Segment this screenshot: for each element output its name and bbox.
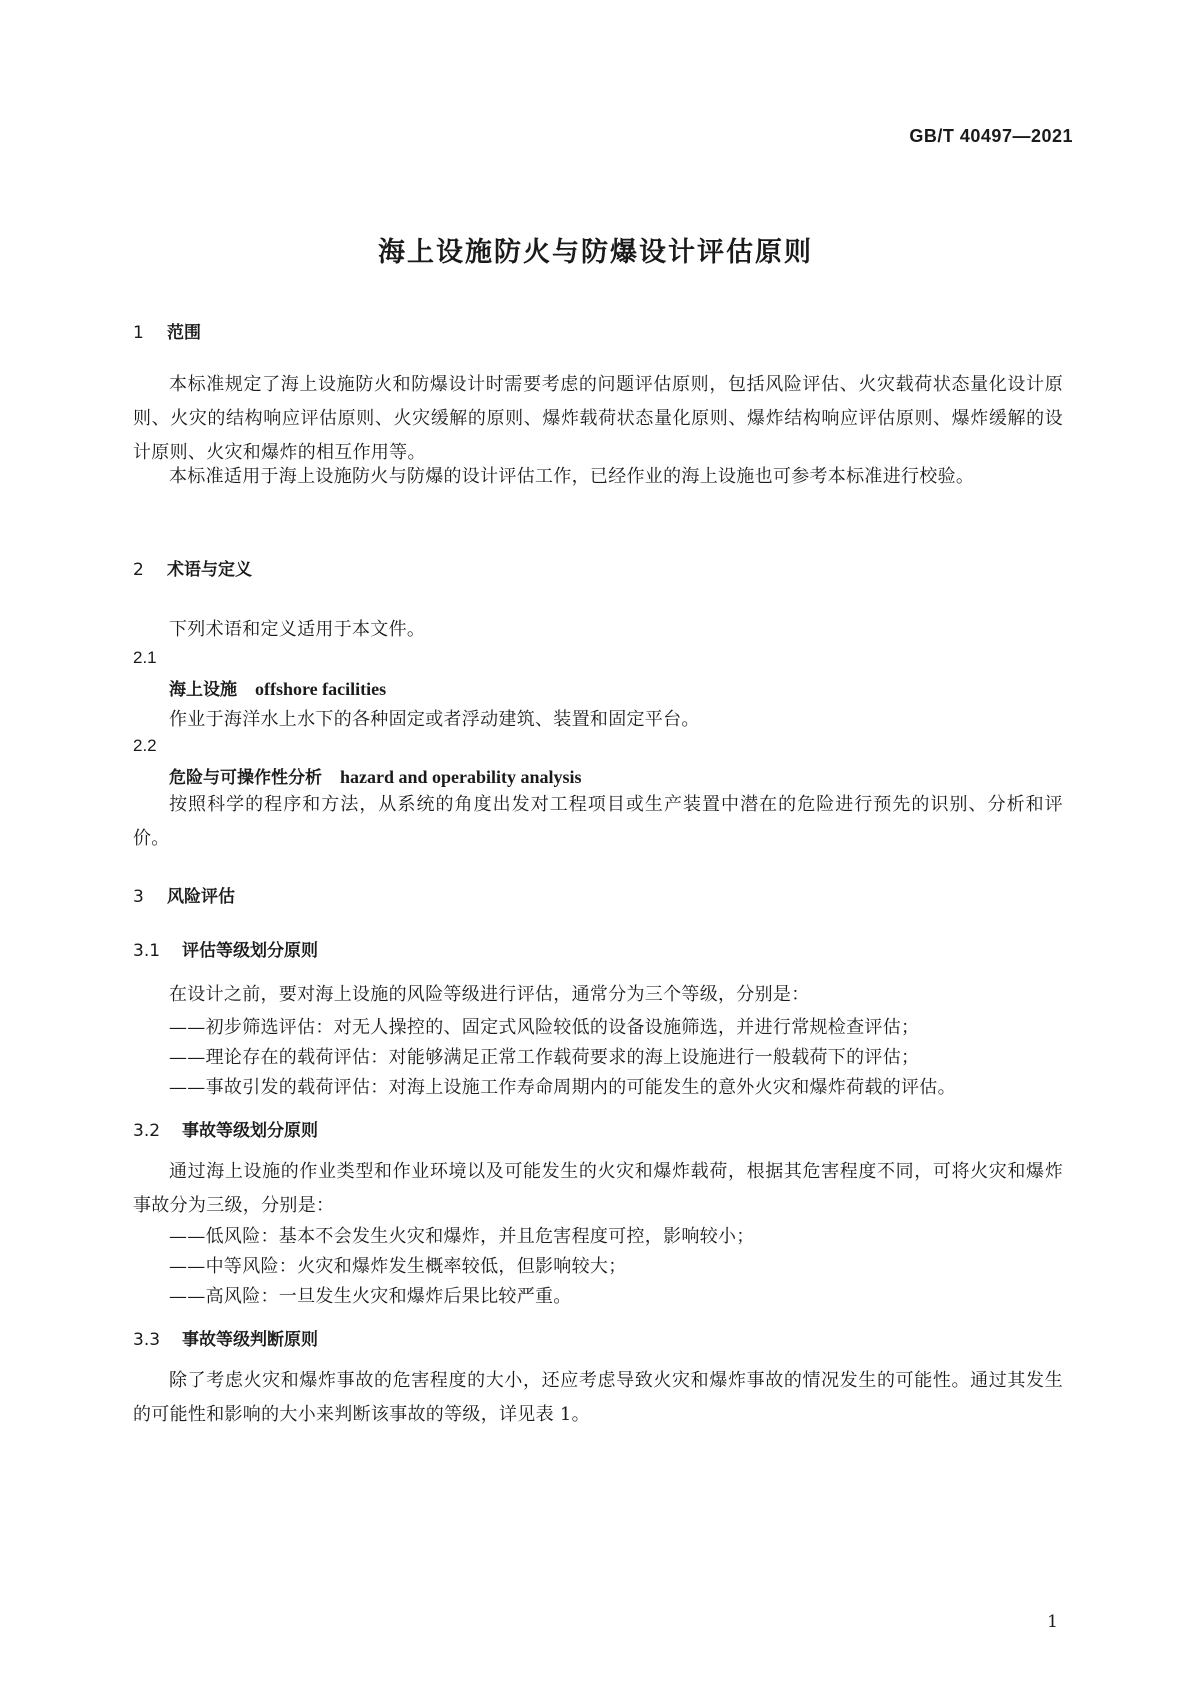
subsection-3-1-intro: 在设计之前，要对海上设施的风险等级进行评估，通常分为三个等级，分别是： — [169, 984, 810, 1005]
section-3-number: 3 — [133, 887, 144, 907]
subsection-3-3-intro: 除了考虑火灾和爆炸事故的危害程度的大小，还应考虑导致火灾和爆炸事故的情况发生的可能性。通过其发生的可能性和影响的大小来判断该事故的等级，详见表 1。 — [133, 1370, 1063, 1425]
term-2-zh: 危险与可操作性分析 — [169, 768, 322, 788]
section-1-paragraph-2: 本标准适用于海上设施防火与防爆的设计评估工作，已经作业的海上设施也可参考本标准进行校验。 — [169, 466, 975, 487]
term-2-number: 2.2 — [133, 736, 157, 755]
section-2-intro: 下列术语和定义适用于本文件。 — [169, 619, 426, 640]
standard-code: GB/T 40497—2021 — [909, 126, 1073, 146]
list-item: ——低风险：基本不会发生火灾和爆炸，并且危害程度可控，影响较小； — [169, 1226, 755, 1247]
list-item: ——中等风险：火灾和爆炸发生概率较低，但影响较大； — [169, 1256, 627, 1277]
section-3-title: 风险评估 — [167, 887, 235, 907]
page-number: 1 — [1047, 1612, 1058, 1632]
section-1-title: 范围 — [167, 323, 201, 343]
term-1-definition: 作业于海洋水上水下的各种固定或者浮动建筑、装置和固定平台。 — [169, 709, 700, 730]
term-1-zh: 海上设施 — [169, 680, 237, 700]
term-1-number: 2.1 — [133, 648, 157, 667]
term-1-en: offshore facilities — [255, 679, 387, 699]
document-title: 海上设施防火与防爆设计评估原则 — [378, 237, 813, 268]
list-item: ——事故引发的载荷评估：对海上设施工作寿命周期内的可能发生的意外火灾和爆炸荷载的评估。 — [169, 1077, 956, 1098]
subsection-3-3-number: 3.3 — [133, 1330, 161, 1350]
subsection-3-3-heading — [133, 1325, 318, 1350]
section-1-paragraph-1: 本标准规定了海上设施防火和防爆设计时需要考虑的问题评估原则，包括风险评估、火灾载荷状态量化设计原则、火灾的结构响应评估原则、火灾缓解的原则、爆炸载荷状态量化原则、爆炸结构响应评估原则、爆炸缓解的设计原则、火灾和爆炸的相互作用等。 — [133, 374, 1063, 463]
term-2-definition: 按照科学的程序和方法，从系统的角度出发对工程项目或生产装置中潜在的危险进行预先的识别、分析和评价。 — [133, 794, 1063, 849]
term-2-en: hazard and operability analysis — [340, 767, 582, 787]
subsection-3-1-title: 评估等级划分原则 — [182, 941, 318, 961]
subsection-3-2-number: 3.2 — [133, 1121, 161, 1141]
section-2-heading — [133, 555, 252, 580]
list-item: ——理论存在的载荷评估：对能够满足正常工作载荷要求的海上设施进行一般载荷下的评估； — [169, 1047, 920, 1068]
list-item: ——初步筛选评估：对无人操控的、固定式风险较低的设备设施筛选，并进行常规检查评估； — [169, 1017, 920, 1038]
list-item: ——高风险：一旦发生火灾和爆炸后果比较严重。 — [169, 1286, 572, 1307]
subsection-3-1-heading — [133, 936, 318, 961]
subsection-3-2-title: 事故等级划分原则 — [182, 1121, 318, 1141]
subsection-3-3-title: 事故等级判断原则 — [182, 1330, 318, 1350]
section-3-heading — [133, 882, 235, 907]
section-2-number: 2 — [133, 560, 144, 580]
term-1-name — [169, 675, 386, 700]
section-1-number: 1 — [133, 323, 144, 343]
section-2-title: 术语与定义 — [167, 560, 252, 580]
term-2-name — [169, 763, 582, 788]
subsection-3-2-intro: 通过海上设施的作业类型和作业环境以及可能发生的火灾和爆炸载荷，根据其危害程度不同，可将火灾和爆炸事故分为三级，分别是： — [133, 1161, 1063, 1216]
subsection-3-1-number: 3.1 — [133, 941, 161, 961]
section-1-heading — [133, 318, 201, 343]
subsection-3-2-heading — [133, 1116, 318, 1141]
